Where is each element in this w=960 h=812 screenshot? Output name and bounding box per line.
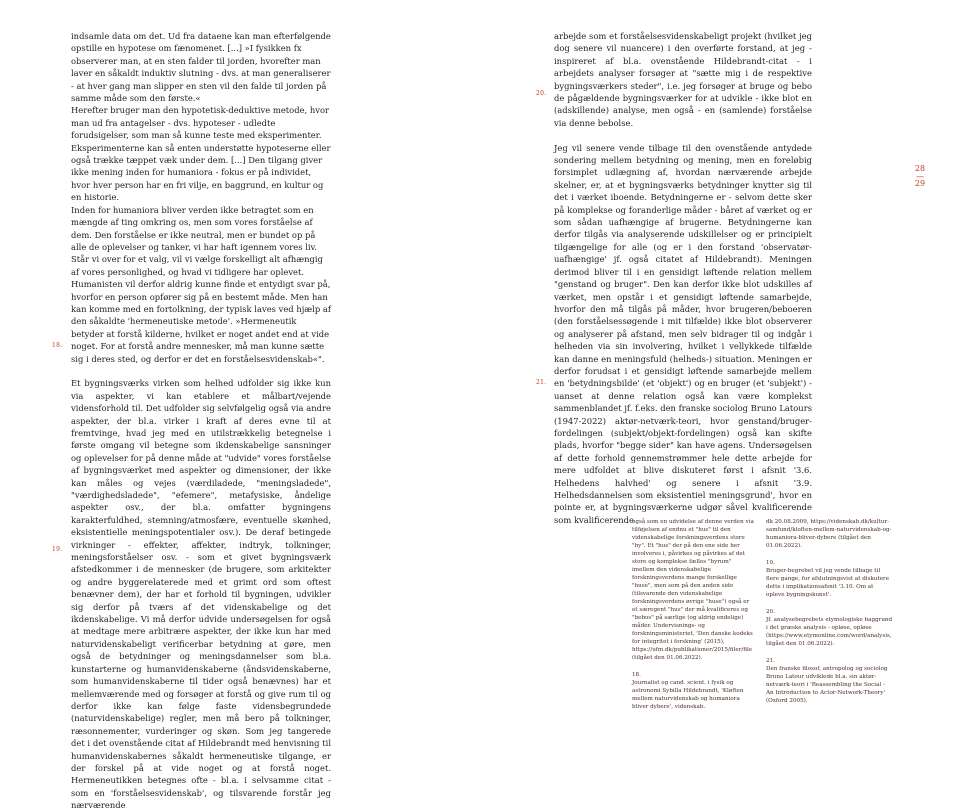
footnote-21 — [766, 657, 893, 705]
footnote-21-text: Den franske filosof, antropolog og sociolog Bruno Latour udviklede bl.a. sin aktør-netværk-teori i 'Reassembling the Social - An Introduction to Actor-Network-Theory' (Oxford 2005). — [766, 666, 888, 704]
page-numbers — [908, 164, 932, 189]
right-page-text — [554, 30, 812, 526]
right-paragraph-2: Jeg vil senere vende tilbage til den ovenstående antydede sondering mellem betydning og mening, men en foreløbig forsimplet udlægning af, hvordan nærværende arbejde skelner, er, at et bygningsværks betydninger knytter sig til det i værket iboende. Betydningerne er - selvom dette sker på komplekse og foranderlige måder - båret af værket og er som sådan uafhængige af brugerne. Betydningerne kan derfor tilgås via analyserende udskillelser og er principielt tilgængelige for alle (og er i den forstand 'observatør-uafhængige' jf. også citatet af Hildebrandt). Meningen derimod bliver til i en gensidigt løftende relation mellem "genstand og bruger". Den kan derfor ikke blot udskilles af værket, men opstår i et gensidigt løftende samarbejde, hvorfor den må tilgås på måder, hvor brugeren/beboeren (den forståelsessøgende i mit tilfælde) ikke blot observerer og analyserer på afstand, men selv bidrager til og indgår i helheden via sin involvering, hvilket i vellykkede tilfælde kan danne en meningsfuld (helheds-) situation. Meningen er derfor forudsat i et gensidigt løftende samarbejde mellem en 'betydningsbilde' (et 'objekt') og en bruger (et 'subjekt') - uanset at denne relation også kan være komplekst sammenblandet jf. f.eks. den franske sociolog Bruno Latours (1947-2022) aktør-netværk-teori, hvor genstand/bruger-fordelingen (subjekt/objekt-fordelingen) også kan skifte plads, hvorfor "begge sider" kan have agens. Undersøgelsen af dette forhold gennemstrømmer hele dette arbejde for mere udfoldet at blive diskuteret først i afsnit '3.6. Helhedens halvhed' og senere i afsnit '3.9. Helhedsdannelsen som eksistentiel meningsgrund', hvor en pointe er, at bygningsværkerne udgør såvel kvalificerende som kvalificerende — [554, 142, 812, 525]
footnote-19 — [766, 559, 893, 599]
footnote-marker-18: 18. — [52, 342, 63, 349]
footnote-18-text: Journalist og cand. scient. i fysik og astronomi Sybilla Hildebrandt, 'Kløften mellem naturvidenskab og humaniora bliver dybere', videnskab. — [632, 680, 744, 710]
footnote-18-number: 18. — [632, 672, 641, 678]
footnotes-column-1 — [632, 518, 754, 711]
footnote-18-continuation: dk 20.08.2009, https://videnskab.dk/kultur-samfund/kloften-mellem-naturvidenskab-og-humaniora-bliver-dybere (tilgået den 01.06.2022). — [766, 519, 892, 549]
footnote-continuation: også som en udvidelse af denne verden via tilføjelsen af endnu et "hus" til den videnskabelige forskningsverdens store "by". Et "hus" der på den ene side her involveres i, påvirkes og påvirkes af det store og komplekse fælles "byrum" imellem den videnskabelige forskningsverdens mange forskellige "huse", men som på den anden side (tilsvarende den videnskabelige forskningsverdens øvrige "huse") også er et særegent "hus" der må kvalificeres og "bebos" på særlige (og aldrig endelige) måder. Undervisnings- og forskningsministeriet, 'Den danske kodeks for integritet i forskning' (2015), https://ufm.dk/publikationer/2015/filer/file (tilgået den 01.06.2022). — [632, 519, 754, 661]
footnote-18 — [632, 671, 754, 711]
footnote-marker-20: 20. — [536, 90, 547, 97]
footnote-marker-21: 21. — [536, 379, 547, 386]
footnote-19-text: Bruger-begrebet vil jeg vende tilbage til flere gange, for afslutningsvist at diskutere dette i implikationsafsnit '3.10. Om at opleve bygningskunst'. — [766, 568, 890, 598]
page-number-right: 29 — [914, 179, 926, 188]
footnote-20 — [766, 608, 893, 648]
left-page-text — [71, 30, 331, 812]
footnote-20-number: 20. — [766, 609, 775, 615]
left-paragraph-1: indsamle data om det. Ud fra dataene kan man efterfølgende opstille en hypotese om fænomenet. [...] »I fysikken fx observerer man, at en sten falder til jorden, hvorefter man laver en såkaldt induktiv slutning - dvs. at man generaliserer - at hver gang man slipper en sten vil den falde til jorden på samme måde som den første.« — [71, 31, 331, 104]
left-paragraph-2: Herefter bruger man den hypotetisk-deduktive metode, hvor man ud fra antagelser - dvs. hypoteser - udledte forudsigelser, som man så kunne teste med eksperimenter. — [71, 105, 330, 141]
page-number-left: 28 — [914, 164, 926, 173]
footnote-21-number: 21. — [766, 658, 775, 664]
footnotes-column-2 — [766, 518, 893, 705]
page-number-divider: — — [916, 172, 924, 181]
footnote-19-number: 19. — [766, 560, 775, 566]
left-paragraph-4: Inden for humaniora bliver verden ikke betragtet som en mængde af ting omkring os, men som vores forståelse af dem. Den forståelse er ikke neutral, men er bundet op på alle de oplevelser og tanker, vi har haft igennem vores liv. Står vi over for et valg, vil vi vælge forskelligt alt afhængig af vores personlighed, og hvad vi tidligere har oplevet. Humanisten vil derfor aldrig kunne finde et entydigt svar på, hvorfor en person opfører sig på en bestemt måde. Men han kan komme med en fortolkning, der typisk laves ved hjælp af den såkaldte 'hermeneutiske metode'. »Hermeneutik betyder at forstå kilderne, hvilket er noget andet end at vide noget. For at forstå andre mennesker, må man kunne sætte sig i deres sted, og derfor er det en forståelsesvidenskab«". — [71, 204, 331, 364]
right-paragraph-1: arbejde som et forståelsesvidenskabeligt projekt (hvilket jeg dog senere vil nuancere) i den overførte forstand, at jeg - inspireret af bl.a. ovenstående Hildebrandt-citat - i arbejdets analyser forsøger at "sætte mig i de respektive bygningsværkers steder", i.e. jeg forsøger at bruge og bebo de pågældende bygningsværker for at udvikle - ikke blot en (adskillende) analyse, men også - en (samlende) forståelse via denne bebolse. — [554, 31, 812, 128]
left-paragraph-5: Et bygningsværks virken som helhed udfolder sig ikke kun via aspekter, vi kan etablere et målbart/vejende vidensforhold til. Det udfolder sig selvfølgelig også via andre aspekter, der bl.a. virker i kraft af deres evne til at fremtvinge, hvad jeg med en utilstrækkelig betegnelse i første omgang vil betegne som ikdenskabelige sansninger og oplevelser for på denne måde at "udvide" vores forståelse af bygningsværket med aspekter og dimensioner, der ikke kan måles og vejes (værdiladede, "meningsladede", "værdighedsladede", "efemere", metafysiske, åndelige aspekter osv., der bl.a. omfatter bygningens karakterfuldhed, stemning/atmosfære, eventuelle skønhed, eksistentielle meningspotentialer osv.). De deraf betingede virkninger - effekter, affekter, indtryk, tolkninger, meningsforståelser osv. - som et givet bygningsværk afstedkommer i de mennesker (de brugere, som arkitekter og andre byggerelaterede med et grimt ord som oftest benævner dem), der har et forhold til bygningen, udvikler sig derfor på tværs af det videnskabelige og det ikdenskabelige. Vi må derfor udvide undersøgelsen for også at medtage mere arbitrære aspekter, der ikke kun har med naturvidenskabeligt verificerbar betydning at gøre, men også de betydninger og meningsdannelser som bl.a. kunstarterne og humanvidenskaberne (åndsvidenskaberne, som humanvidenskaberne til tider også benævnes) har et mellemværende med og forsøger at forstå og give rum til og derfor ikke kan følge faste vidensbegrundede (naturvidenskabelige) regler, men må bero på tolkninger, ræsonnementer, vurderinger og skøn. Som jeg tangerede det i det ovenstående citat af Hildebrandt med henvisning til humanvidenskabernes såkaldt hermeneutiske tilgange, er der forskel på at vide noget og at forstå noget. Hermeneutikken betegnes ofte - bl.a. i selvsamme citat - som en 'forståelsesvidenskab', og tilsvarende forstår jeg nærværende — [71, 378, 331, 811]
left-paragraph-3: Eksperimenterne kan så enten understøtte hypoteserne eller også trække tæppet væk under dem. [...] Den tilgang giver ikke mening inden for humaniora - fokus er på individet, hvor hver person har en fri vilje, en baggrund, en kultur og en historie. — [71, 142, 331, 203]
footnote-20-text: Jf. analysebegrebets etymologiske baggrund i det græske analysis - opløse, opløse (https://www.etymonline.com/word/analysis, tilgået den 01.06.2022). — [766, 617, 893, 647]
footnote-marker-19: 19. — [52, 546, 63, 553]
